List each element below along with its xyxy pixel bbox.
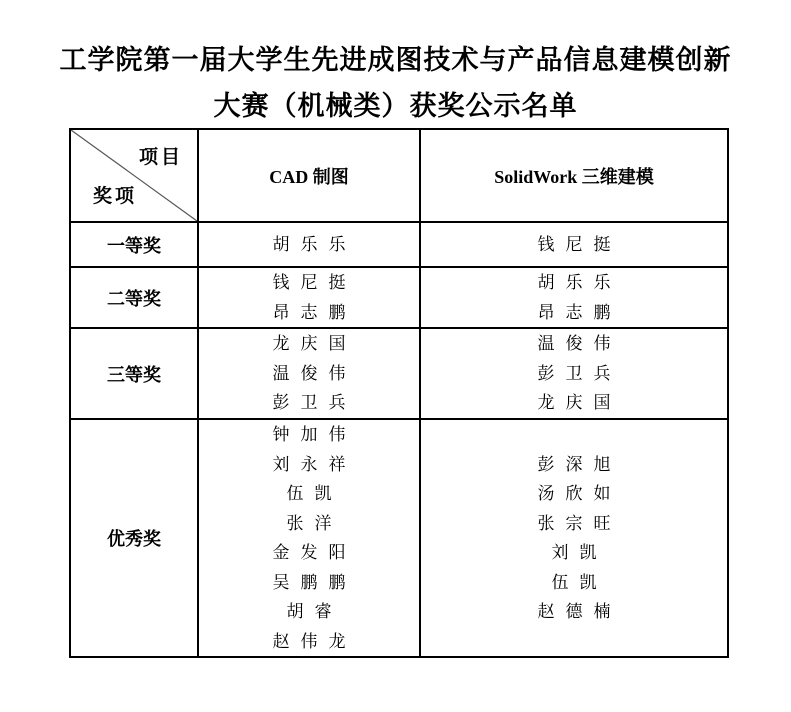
title-line-1: 工学院第一届大学生先进成图技术与产品信息建模创新 [59, 45, 732, 75]
corner-label-project: 项目 [138, 147, 183, 168]
winner-name: 刘凯 [551, 543, 608, 562]
winner-name: 龙庆国 [537, 393, 622, 413]
winner-name: 张洋 [286, 513, 343, 533]
winner-name: 温俊伟 [537, 334, 622, 354]
winner-name: 彭卫兵 [537, 363, 622, 383]
winner-name: 温俊伟 [272, 363, 357, 383]
column-header-solidwork: SolidWork 三维建模 [420, 129, 728, 222]
award-label: 三等奖 [70, 328, 198, 419]
winner-name: 昂志鹏 [272, 302, 357, 322]
winner-name: 金发阳 [272, 543, 357, 562]
cad-names-cell [198, 222, 420, 267]
winner-name: 汤欣如 [537, 484, 622, 503]
winner-name: 吴鹏鹏 [272, 572, 357, 592]
award-label: 优秀奖 [70, 419, 198, 657]
table-header-row [70, 129, 728, 222]
solidwork-names-cell [420, 419, 728, 657]
corner-label-award: 奖项 [93, 186, 138, 207]
winner-name: 彭卫兵 [272, 393, 357, 413]
winner-name: 胡乐乐 [537, 273, 622, 292]
award-label: 一等奖 [70, 222, 198, 267]
column-header-cad: CAD 制图 [198, 129, 420, 222]
winner-name: 龙庆国 [272, 334, 357, 354]
document-title [0, 37, 791, 129]
cad-names-cell [198, 267, 420, 328]
winner-name: 钟加伟 [272, 425, 357, 444]
cad-names-cell [198, 419, 420, 657]
table-row-4 [70, 419, 728, 657]
winner-name: 伍凯 [286, 484, 343, 503]
winner-name: 钱尼挺 [537, 234, 622, 254]
winner-name: 昂志鹏 [537, 302, 622, 322]
winner-name: 彭深旭 [537, 454, 622, 474]
solidwork-names-cell [420, 328, 728, 419]
winner-name: 赵德楠 [537, 602, 622, 621]
corner-header-cell [70, 129, 198, 222]
winner-name: 胡乐乐 [272, 234, 357, 254]
winner-name: 张宗旺 [537, 513, 622, 533]
solidwork-names-cell [420, 267, 728, 328]
award-table [69, 128, 729, 658]
solidwork-names-cell [420, 222, 728, 267]
table-row-2 [70, 267, 728, 328]
cad-names-cell [198, 328, 420, 419]
table-row-1 [70, 222, 728, 267]
award-label: 二等奖 [70, 267, 198, 328]
title-line-2: 大赛（机械类）获奖公示名单 [213, 91, 578, 121]
winner-name: 伍凯 [551, 572, 608, 592]
table-row-3 [70, 328, 728, 419]
winner-name: 赵伟龙 [272, 631, 357, 651]
winner-name: 刘永祥 [272, 454, 357, 474]
winner-name: 胡睿 [286, 602, 343, 621]
winner-name: 钱尼挺 [272, 273, 357, 292]
